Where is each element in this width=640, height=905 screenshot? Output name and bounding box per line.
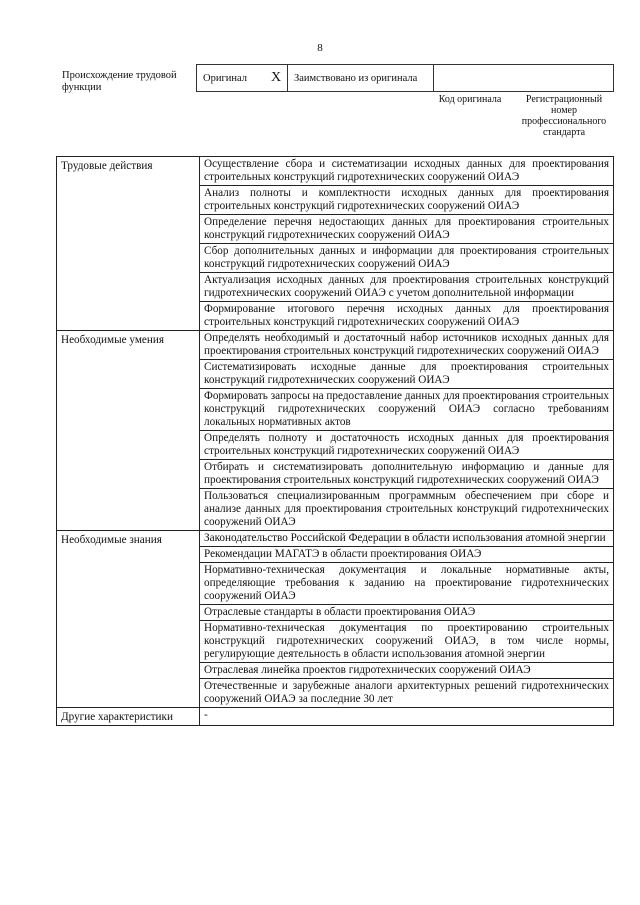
section-title: Необходимые знания xyxy=(57,531,200,708)
table-cell: Осуществление сбора и систематизации исходных данных для проектирования строительных конструкций гидротехнических сооружений ОИАЭ xyxy=(200,157,614,186)
table-cell: Определять необходимый и достаточный набор источников исходных данных для проектирования строительных конструкций гидротехнических сооружений ОИАЭ xyxy=(200,331,614,360)
table-cell: Пользоваться специализированным программным обеспечением при сборе и анализе данных для проектирования строительных конструкций гидротехнических сооружений ОИАЭ xyxy=(200,489,614,531)
original-label: Оригинал xyxy=(203,72,247,84)
original-mark: X xyxy=(271,70,282,85)
section-title: Необходимые умения xyxy=(57,331,200,531)
table-cell: Систематизировать исходные данные для проектирования строительных конструкций гидротехнических сооружений ОИАЭ xyxy=(200,360,614,389)
table-cell: Отбирать и систематизировать дополнительную информацию и данные для проектирования строительных конструкций гидротехнических сооружений ОИАЭ xyxy=(200,460,614,489)
section-title: Другие характеристики xyxy=(57,708,200,726)
original-cell xyxy=(196,64,288,92)
table-cell: - xyxy=(200,708,614,726)
table-cell: Анализ полноты и комплектности исходных данных для проектирования строительных конструкций гидротехнических сооружений ОИАЭ xyxy=(200,186,614,215)
table-cell: Сбор дополнительных данных и информации для проектирования строительных конструкций гидротехнических сооружений ОИАЭ xyxy=(200,244,614,273)
table-row xyxy=(57,531,614,547)
section-title: Трудовые действия xyxy=(57,157,200,331)
table-cell: Актуализация исходных данных для проектирования строительных конструкций гидротехнических сооружений ОИАЭ с учетом дополнительной информации xyxy=(200,273,614,302)
table-row xyxy=(57,331,614,360)
borrowed-label: Заимствовано из оригинала xyxy=(294,72,418,84)
code-cell xyxy=(434,64,614,92)
table-cell: Отраслевые стандарты в области проектирования ОИАЭ xyxy=(200,605,614,621)
table-cell: Законодательство Российской Федерации в области использования атомной энергии xyxy=(200,531,614,547)
origin-label: Происхождение трудовой функции xyxy=(62,70,177,93)
table-row xyxy=(57,157,614,186)
table-cell: Определение перечня недостающих данных для проектирования строительных конструкций гидротехнических сооружений ОИАЭ xyxy=(200,215,614,244)
table-cell: Рекомендации МАГАТЭ в области проектирования ОИАЭ xyxy=(200,547,614,563)
table-cell: Формирование итогового перечня исходных данных для проектирования строительных конструкций гидротехнических сооружений ОИАЭ xyxy=(200,302,614,331)
table-cell: Нормативно-техническая документация по проектированию строительных конструкций гидротехнических сооружений ОИАЭ, в том числе нормы, регулирующие деятельность в области использования атомной энергии xyxy=(200,621,614,663)
borrowed-cell xyxy=(288,64,434,92)
table-cell: Определять полноту и достаточность исходных данных для проектирования строительных конструкций гидротехнических сооружений ОИАЭ xyxy=(200,431,614,460)
code-caption: Код оригинала xyxy=(438,94,502,105)
function-table xyxy=(56,156,614,726)
table-cell: Отраслевая линейка проектов гидротехнических сооружений ОИАЭ xyxy=(200,663,614,679)
table-row xyxy=(57,708,614,726)
table-cell: Отечественные и зарубежные аналоги архитектурных решений гидротехнических сооружений ОИАЭ за последние 30 лет xyxy=(200,679,614,708)
table-cell: Формировать запросы на предоставление данных для проектирования строительных конструкций гидротехнических сооружений ОИАЭ согласно требованиям локальных нормативных актов xyxy=(200,389,614,431)
reg-number-caption: Регистрационный номер профессионального стандарта xyxy=(521,94,607,138)
page-number: 8 xyxy=(317,42,323,54)
table-cell: Нормативно-техническая документация и локальные нормативные акты, определяющие требования к заданию на проектирование гидротехнических сооружений ОИАЭ xyxy=(200,563,614,605)
